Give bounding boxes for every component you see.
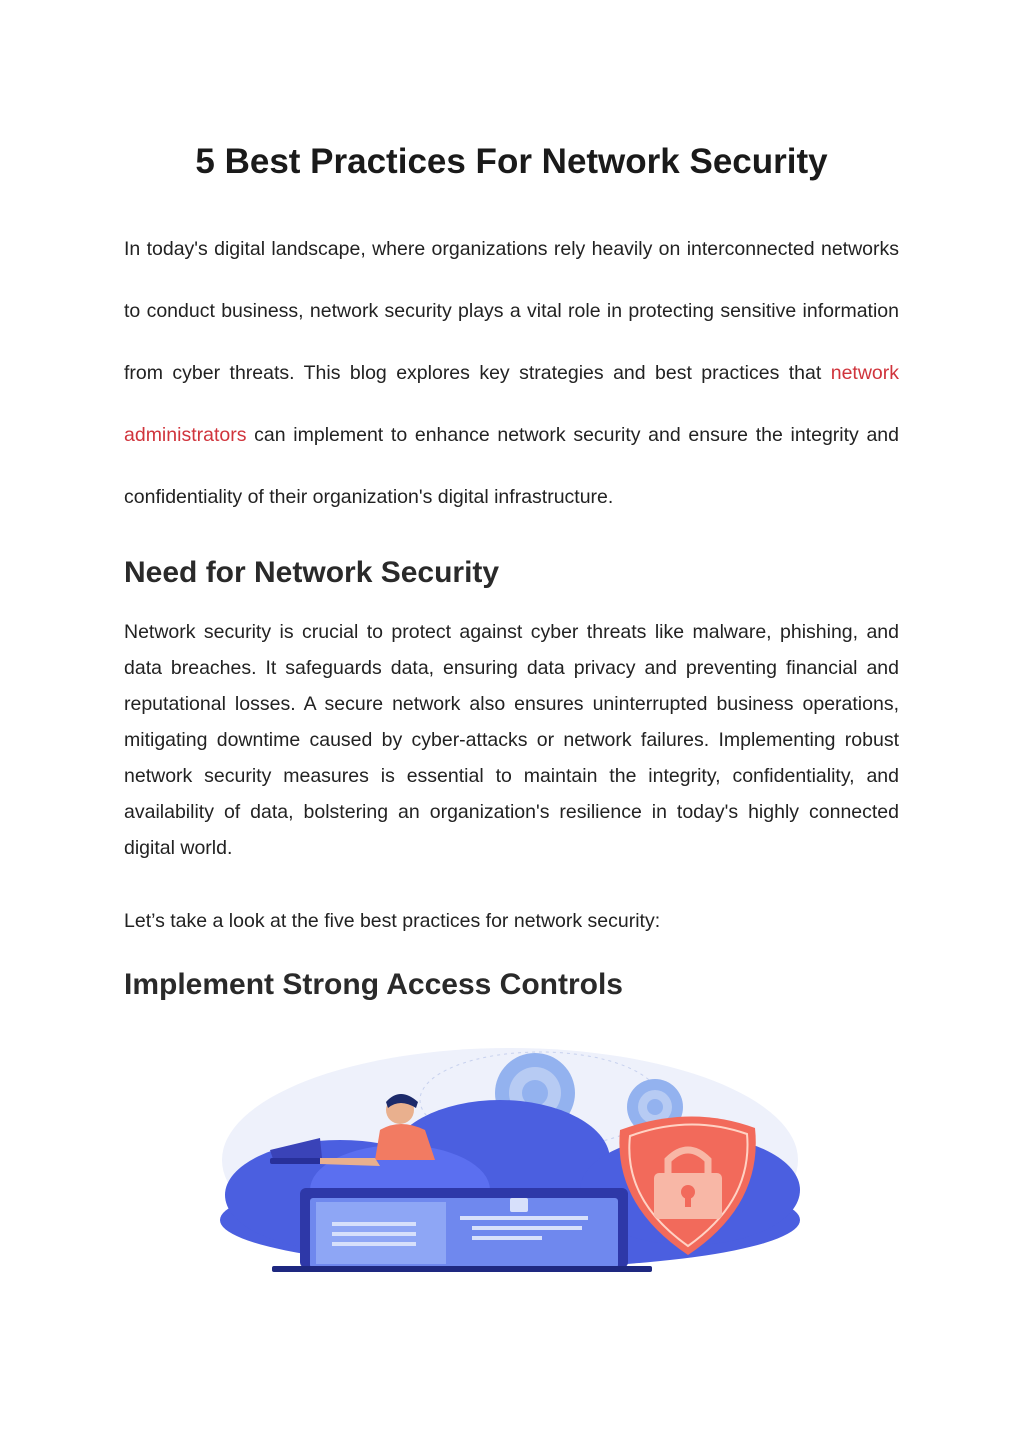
intro-paragraph bbox=[124, 218, 899, 528]
lead-in-text: Let’s take a look at the five best practices for network security: bbox=[124, 910, 661, 932]
heading-implement-strong-access-controls: Implement Strong Access Controls bbox=[124, 968, 623, 1001]
page-title: 5 Best Practices For Network Security bbox=[195, 142, 828, 181]
monitor-icon bbox=[272, 1188, 652, 1272]
intro-text-start: In today's digital landscape, where organizations rely heavily on interconnected networks to conduct business, network security plays a vital role in protecting sensitive information from cyber threats. This blog explores key strategies and best practices that bbox=[124, 238, 899, 384]
network-security-illustration-icon bbox=[210, 1040, 810, 1280]
network-administrators-link[interactable]: network administrators bbox=[124, 362, 899, 446]
need-paragraph: Network security is crucial to protect against cyber threats like malware, phishing, and data breaches. It safeguards data, ensuring data privacy and preventing financial and reputational losses. A secure network also ensures uninterrupted business operations, mitigating downtime caused by cyber-attacks or network failures. Implementing robust network security measures is essential to maintain the integrity, confidentiality, and availability of data, bolstering an organization's resilience in today's highly connected digital world. bbox=[124, 621, 899, 859]
heading-need-for-network-security: Need for Network Security bbox=[124, 556, 500, 589]
intro-text-end: can implement to enhance network security and ensure the integrity and confidentiality of their organization's digital infrastructure. bbox=[124, 424, 899, 508]
